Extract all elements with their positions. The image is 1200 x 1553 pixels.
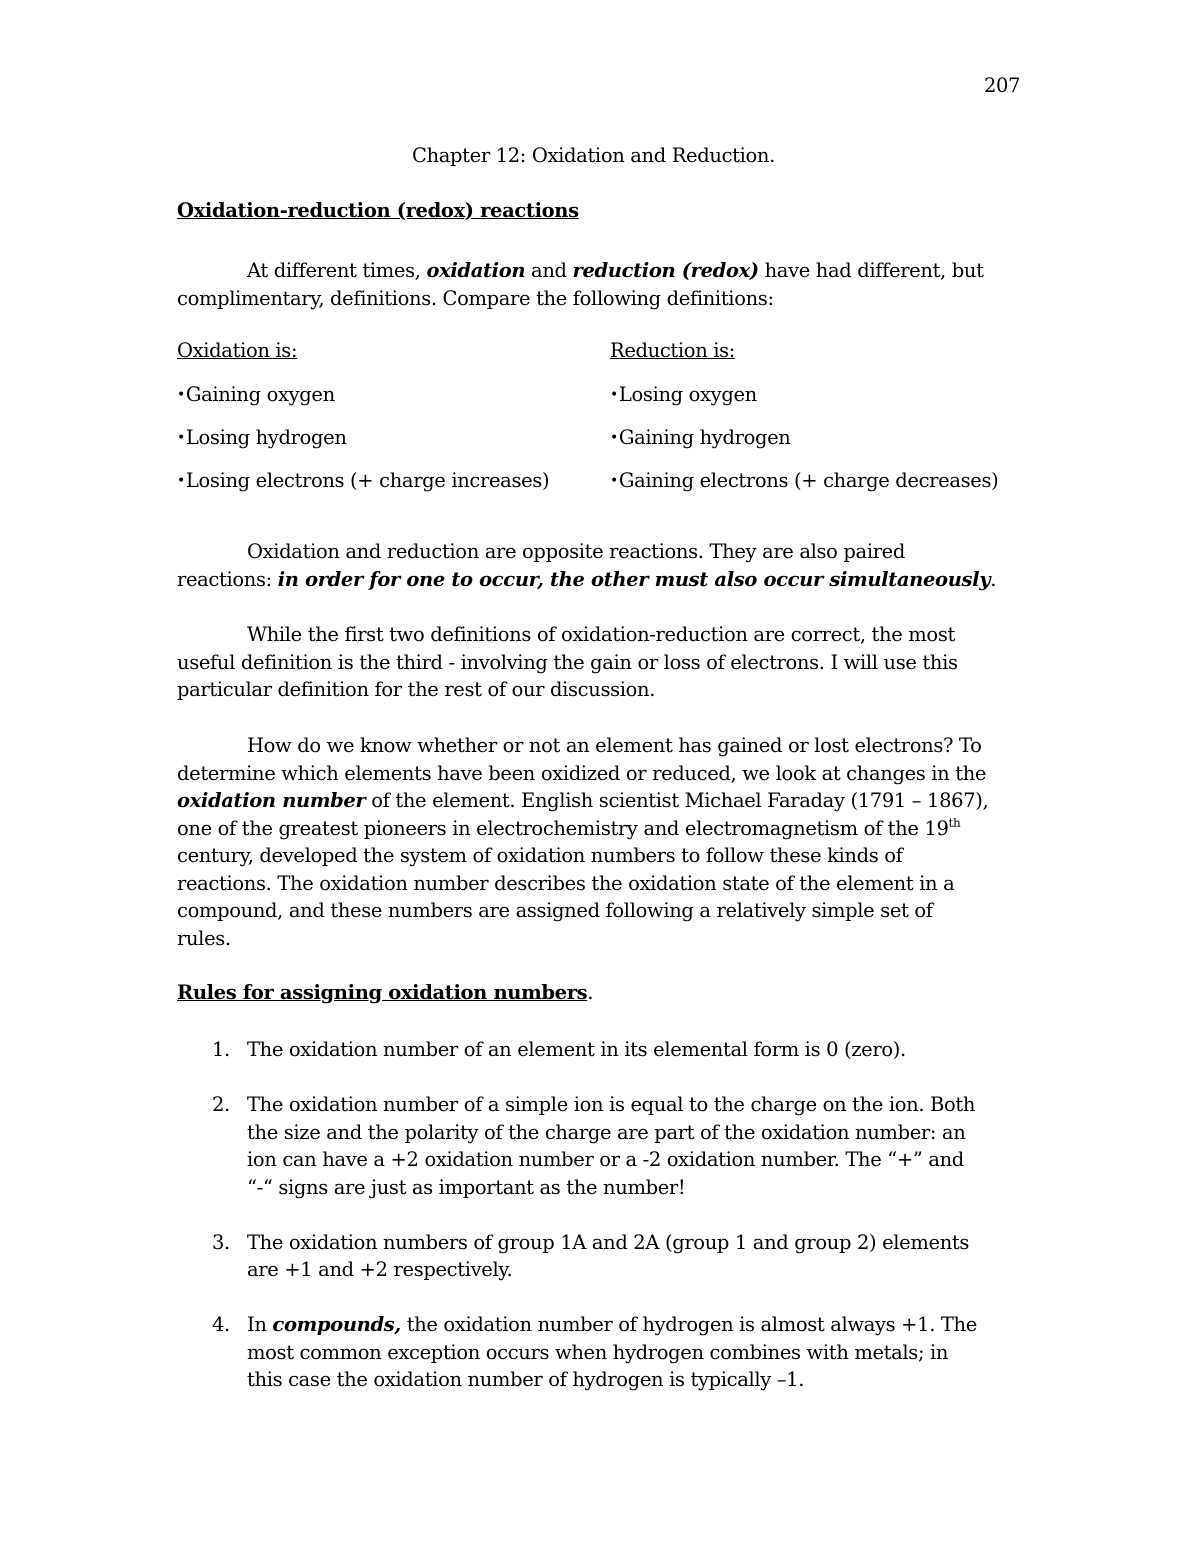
list-item: [177, 426, 549, 469]
term-oxidation-number: oxidation number: [177, 789, 366, 812]
list-item: [177, 469, 549, 512]
rules-heading-text: Rules for assigning oxidation numbers: [177, 981, 588, 1004]
list-item-text: Gaining electrons (+ charge decreases): [618, 469, 999, 492]
rule-line: [247, 1311, 1057, 1339]
rule-line: The oxidation numbers of group 1A and 2A (group 1 and group 2) elements: [247, 1230, 970, 1254]
oxidation-definitions: [177, 339, 549, 512]
faraday-line-2: determine which elements have been oxidized or reduced, we look at changes in the: [177, 761, 987, 785]
faraday-text: of the element. English scientist Michael Faraday (1791 – 1867),: [365, 789, 989, 812]
list-item-text: Losing electrons (+ charge increases): [185, 469, 550, 492]
faraday-line-7: compound, and these numbers are assigned following a relatively simple set of: [177, 899, 933, 922]
rule-text: In: [247, 1313, 273, 1336]
faraday-paragraph: [177, 732, 1037, 952]
bullet-icon: •: [610, 387, 618, 403]
bullet-icon: •: [610, 430, 618, 446]
rule-line: most common exception occurs when hydrogen combines with metals; in: [247, 1340, 949, 1364]
rule-number: 1.: [212, 1038, 230, 1061]
paired-line-2: [177, 566, 1037, 594]
list-item-text: Gaining hydrogen: [618, 426, 791, 449]
list-item-text: Gaining oxygen: [185, 383, 335, 406]
intro-text: and: [525, 259, 573, 282]
rule-item: [177, 1311, 1057, 1394]
definitions-line-2: useful definition is the third - involving the gain or loss of electrons. I will use this: [177, 650, 958, 674]
bullet-icon: •: [177, 430, 185, 446]
emphasis-simultaneous: in order for one to occur, the other must also occur simultaneously: [277, 567, 991, 591]
faraday-text: one of the greatest pioneers in electrochemistry and electromagnetism of the 19: [177, 816, 949, 840]
rule-line: ion can have a +2 oxidation number or a -2 oxidation number. The “+” and: [247, 1148, 964, 1171]
term-compounds: compounds,: [272, 1313, 401, 1336]
list-item: [610, 469, 998, 512]
rule-item: [177, 1091, 1057, 1201]
oxidation-heading: Oxidation is:: [177, 339, 298, 362]
rules-list: [177, 1036, 1057, 1421]
chapter-title: Chapter 12: Oxidation and Reduction.: [412, 144, 775, 167]
definitions-line-1: While the first two definitions of oxidation-reduction are correct, the most: [247, 623, 955, 646]
rule-item: [177, 1229, 1057, 1284]
list-item: [610, 426, 998, 469]
rule-number: 4.: [212, 1313, 230, 1336]
intro-line-1: [177, 257, 1037, 285]
rule-line: The oxidation number of an element in its elemental form is 0 (zero).: [247, 1038, 906, 1061]
faraday-line-1: How do we know whether or not an element has gained or lost electrons? To: [247, 734, 982, 757]
bullet-icon: •: [610, 473, 618, 489]
superscript: th: [948, 815, 961, 830]
rule-line: are +1 and +2 respectively.: [247, 1258, 513, 1281]
definitions-paragraph: [177, 621, 1037, 704]
intro-paragraph: [177, 257, 1037, 312]
term-reduction: reduction (redox): [572, 259, 759, 282]
rule-line: The oxidation number of a simple ion is equal to the charge on the ion. Both: [247, 1093, 976, 1116]
reduction-heading: Reduction is:: [610, 339, 736, 362]
faraday-line-3: [177, 787, 1037, 815]
rule-line: “-“ signs are just as important as the number!: [247, 1175, 686, 1199]
section-heading-redox: Oxidation-reduction (redox) reactions: [177, 199, 579, 222]
bullet-icon: •: [177, 473, 185, 489]
faraday-line-4: [177, 815, 1037, 843]
section-heading-rules: [177, 981, 593, 1004]
rule-number: 2.: [212, 1093, 230, 1116]
definitions-line-3: particular definition for the rest of our discussion.: [177, 678, 656, 701]
faraday-line-8: rules.: [177, 926, 231, 950]
rule-text: the oxidation number of hydrogen is almost always +1. The: [400, 1313, 977, 1336]
page-number: 207: [984, 74, 1021, 97]
term-oxidation: oxidation: [426, 259, 526, 282]
rule-line: the size and the polarity of the charge are part of the oxidation number: an: [247, 1120, 966, 1144]
list-item-text: Losing oxygen: [618, 383, 757, 406]
paired-paragraph: [177, 538, 1037, 593]
intro-line-2: complimentary, definitions. Compare the following definitions:: [177, 286, 774, 310]
paired-line-1: Oxidation and reduction are opposite reactions. They are also paired: [247, 540, 905, 563]
list-item: [610, 383, 998, 426]
faraday-line-6: reactions. The oxidation number describes the oxidation state of the element in a: [177, 871, 955, 895]
list-item-text: Losing hydrogen: [185, 426, 347, 449]
reduction-definitions: [610, 339, 998, 512]
list-item: [177, 383, 549, 426]
rules-heading-period: .: [587, 981, 594, 1004]
intro-text: have had different, but: [758, 259, 984, 282]
rule-number: 3.: [212, 1230, 230, 1254]
intro-text: At different times,: [247, 259, 427, 282]
rule-line: this case the oxidation number of hydrogen is typically –1.: [247, 1368, 805, 1391]
paired-text: .: [990, 567, 997, 591]
paired-text: reactions:: [177, 567, 278, 591]
bullet-icon: •: [177, 387, 185, 403]
rule-item: [177, 1036, 1057, 1064]
faraday-line-5: century, developed the system of oxidation numbers to follow these kinds of: [177, 844, 903, 867]
